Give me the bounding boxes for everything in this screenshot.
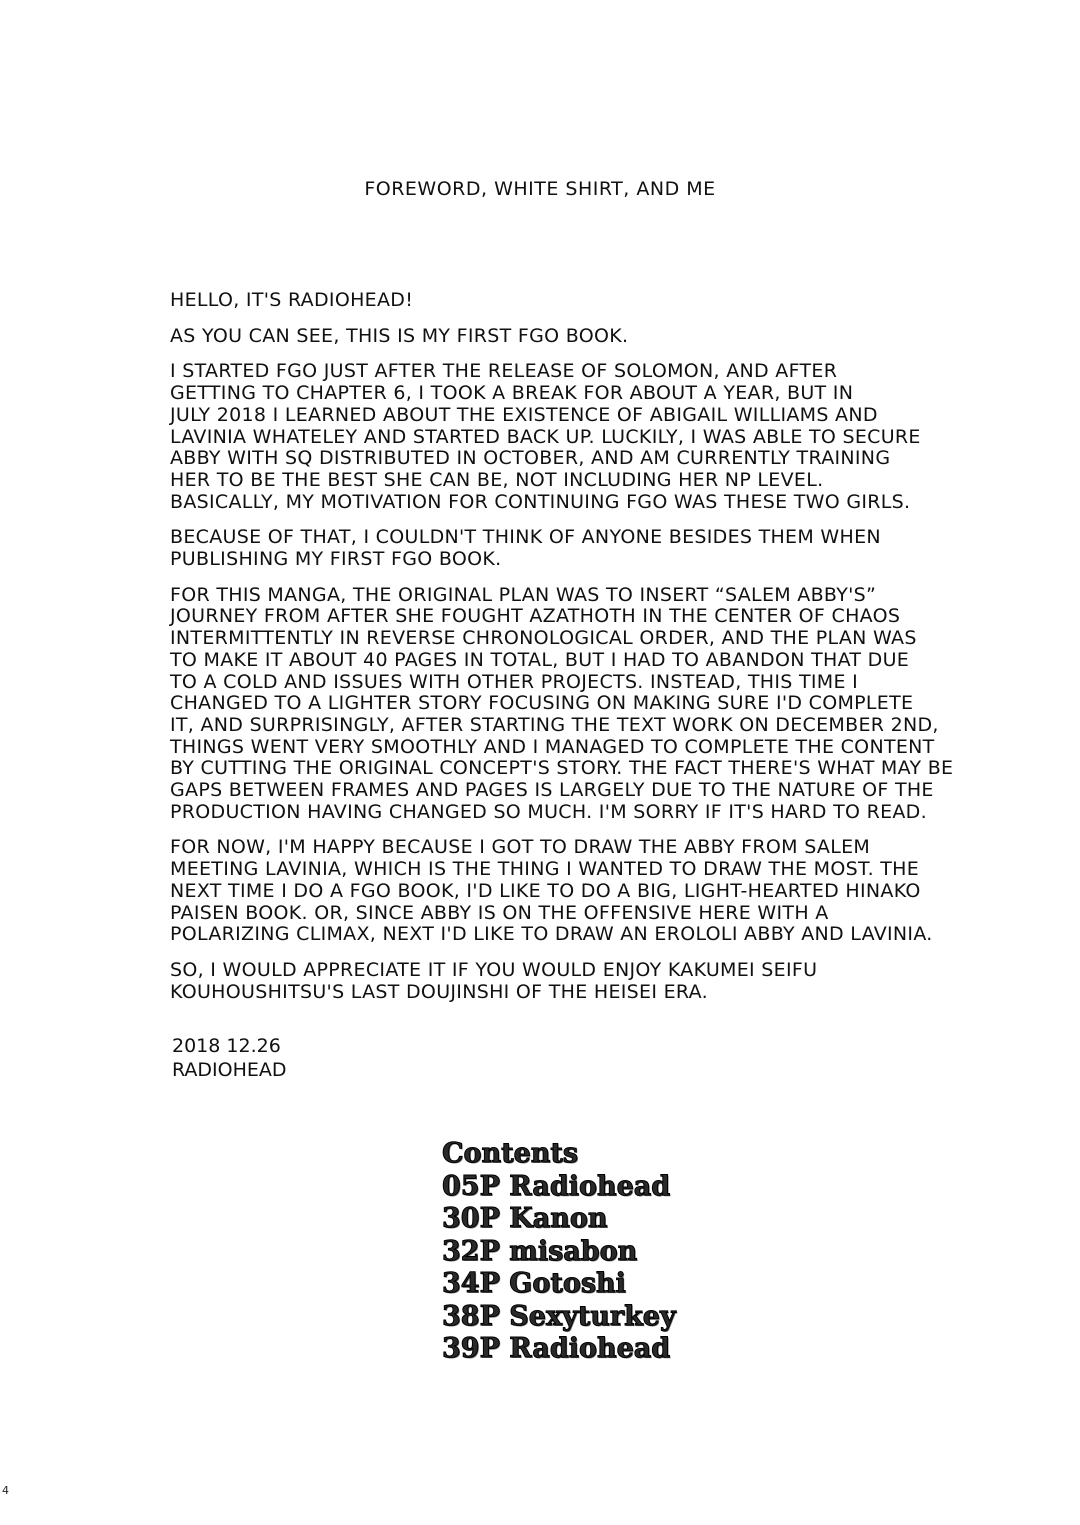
contents-entry: 30P Kanon: [442, 1203, 608, 1234]
foreword-body: [170, 290, 1010, 1017]
page-number: 4: [2, 1484, 9, 1497]
contents-entry: 32P misabon: [442, 1235, 638, 1267]
paragraph-manga-plan: FOR THIS MANGA, THE ORIGINAL PLAN WAS TO INSERT “SALEM ABBY'S” JOURNEY FROM AFTER SHE FOUGHT AZATHOTH IN THE CENTER OF CHAOS INTERMITTENTLY IN REVERSE CHRONOLOGICAL ORDER, AND THE PLAN WAS TO MAKE IT ABOUT 40 PAGES IN TOTAL, BUT I HAD TO ABANDON THAT DUE TO A COLD AND ISSUES WITH OTHER PROJECTS. INSTEAD, THIS TIME I CHANGED TO A LIGHTER STORY FOCUSING ON MAKING SURE I'D COMPLETE IT, AND SURPRISINGLY, AFTER STARTING THE TEXT WORK ON DECEMBER 2ND, THINGS WENT VERY SMOOTHLY AND I MANAGED TO COMPLETE THE CONTENT BY CUTTING THE ORIGINAL CONCEPT'S STORY. THE FACT THERE'S WHAT MAY BE GAPS BETWEEN FRAMES AND PAGES IS LARGELY DUE TO THE NATURE OF THE PRODUCTION HAVING CHANGED SO MUCH. I'M SORRY IF IT'S HARD TO READ.: [170, 583, 954, 823]
contents-heading: Contents: [442, 1138, 579, 1169]
page-title: FOREWORD, WHITE SHIRT, AND ME: [364, 178, 716, 200]
paragraph-because: BECAUSE OF THAT, I COULDN'T THINK OF ANYONE BESIDES THEM WHEN PUBLISHING MY FIRST FGO BOOK.: [170, 526, 881, 571]
paragraph-first-book: AS YOU CAN SEE, THIS IS MY FIRST FGO BOOK.: [170, 324, 629, 347]
contents-entry: 38P Sexyturkey: [442, 1300, 676, 1332]
table-of-contents: [442, 1138, 676, 1366]
signature-date: 2018 12.26: [172, 1035, 281, 1057]
contents-entry: 39P Radiohead: [442, 1333, 671, 1364]
signature: [172, 1034, 287, 1082]
signature-author: RADIOHEAD: [172, 1059, 287, 1081]
contents-entry: 05P Radiohead: [442, 1170, 671, 1202]
paragraph-greeting: HELLO, IT'S RADIOHEAD!: [170, 289, 414, 311]
paragraph-closing: SO, I WOULD APPRECIATE IT IF YOU WOULD ENJOY KAKUMEI SEIFU KOUHOUSHITSU'S LAST DOUJINSHI OF THE HEISEI ERA.: [170, 958, 818, 1003]
paragraph-for-now: FOR NOW, I'M HAPPY BECAUSE I GOT TO DRAW THE ABBY FROM SALEM MEETING LAVINIA, WHICH IS THE THING I WANTED TO DRAW THE MOST. THE NEXT TIME I DO A FGO BOOK, I'D LIKE TO DO A BIG, LIGHT-HEARTED HINAKO PAISEN BOOK. OR, SINCE ABBY IS ON THE OFFENSIVE HERE WITH A POLARIZING CLIMAX, NEXT I'D LIKE TO DRAW AN EROLOLI ABBY AND LAVINIA.: [170, 836, 933, 946]
contents-entry: 34P Gotoshi: [442, 1268, 626, 1299]
paragraph-background: I STARTED FGO JUST AFTER THE RELEASE OF SOLOMON, AND AFTER GETTING TO CHAPTER 6, I TOOK A BREAK FOR ABOUT A YEAR, BUT IN JULY 2018 I LEARNED ABOUT THE EXISTENCE OF ABIGAIL WILLIAMS AND LAVINIA WHATELEY AND STARTED BACK UP. LUCKILY, I WAS ABLE TO SECURE ABBY WITH SQ DISTRIBUTED IN OCTOBER, AND AM CURRENTLY TRAINING HER TO BE THE BEST SHE CAN BE, NOT INCLUDING HER NP LEVEL. BASICALLY, MY MOTIVATION FOR CONTINUING FGO WAS THESE TWO GIRLS.: [170, 360, 921, 513]
